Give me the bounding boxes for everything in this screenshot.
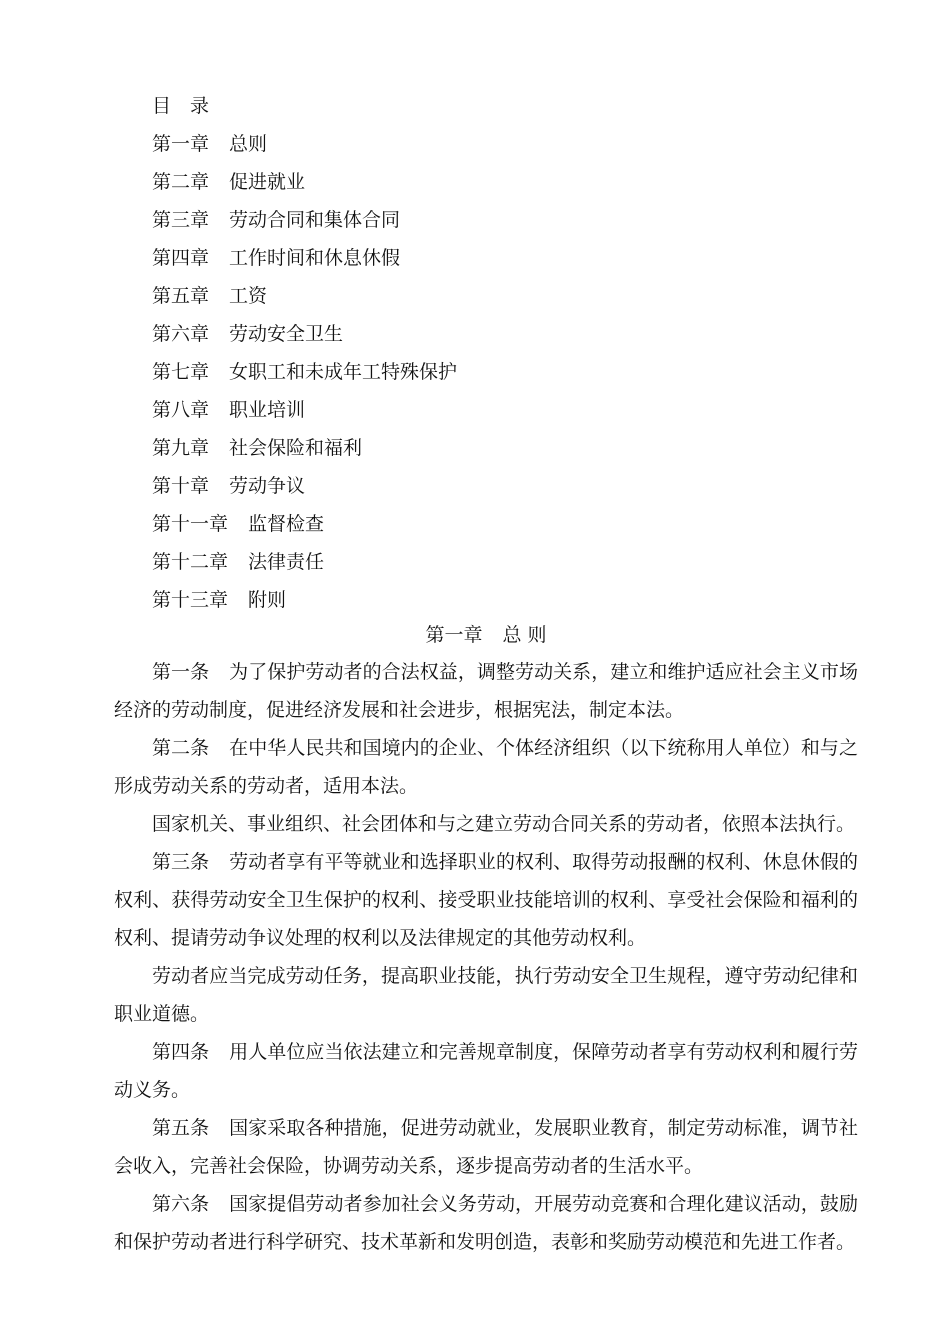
toc-item-number: 第十章	[152, 475, 210, 497]
toc-item-title: 工作时间和休息休假	[229, 247, 401, 269]
toc-item	[152, 239, 852, 277]
article-label: 第四条	[152, 1041, 210, 1063]
toc-item-number: 第六章	[152, 323, 210, 345]
toc-item-number: 第二章	[152, 171, 210, 193]
toc-item-number: 第十二章	[152, 551, 229, 573]
toc-item	[152, 315, 852, 353]
toc-item-title: 劳动争议	[229, 475, 306, 497]
toc-item-title: 劳动合同和集体合同	[229, 209, 401, 231]
toc-item	[152, 391, 852, 429]
article-text: 在中华人民共和国境内的企业、个体经济组织（以下统称用人单位）和与之形成劳动关系的劳动者，适用本法。	[114, 737, 858, 797]
article-label: 第三条	[152, 851, 210, 873]
article-paragraph	[114, 1033, 858, 1109]
toc-item-title: 工资	[229, 285, 268, 307]
article-label: 第二条	[152, 737, 210, 759]
toc-item-title: 附则	[248, 589, 287, 611]
article-label: 第五条	[152, 1117, 210, 1139]
toc-item-number: 第三章	[152, 209, 210, 231]
toc-item-title: 法律责任	[248, 551, 325, 573]
toc-item-number: 第九章	[152, 437, 210, 459]
chapter-body	[114, 653, 858, 1261]
toc-item	[152, 543, 852, 581]
toc-item-title: 女职工和未成年工特殊保护	[229, 361, 458, 383]
article-text: 为了保护劳动者的合法权益，调整劳动关系，建立和维护适应社会主义市场经济的劳动制度，促进经济发展和社会进步，根据宪法，制定本法。	[114, 661, 858, 721]
article-paragraph	[114, 957, 858, 1033]
toc-item-title: 促进就业	[229, 171, 306, 193]
article-text: 劳动者享有平等就业和选择职业的权利、取得劳动报酬的权利、休息休假的权利、获得劳动安全卫生保护的权利、接受职业技能培训的权利、享受社会保险和福利的权利、提请劳动争议处理的权利以及法律规定的其他劳动权利。	[114, 851, 858, 949]
toc-item	[152, 429, 852, 467]
toc-item-number: 第四章	[152, 247, 210, 269]
table-of-contents	[152, 87, 852, 619]
article-label: 第六条	[152, 1193, 210, 1215]
toc-item-number: 第一章	[152, 133, 210, 155]
article-text: 国家机关、事业组织、社会团体和与之建立劳动合同关系的劳动者，依照本法执行。	[152, 813, 856, 835]
chapter-number: 第一章	[425, 624, 483, 646]
toc-title: 目 录	[152, 95, 210, 117]
toc-item	[152, 467, 852, 505]
toc-item	[152, 581, 852, 619]
toc-item	[152, 125, 852, 163]
toc-item	[152, 163, 852, 201]
toc-item	[152, 201, 852, 239]
article-text: 劳动者应当完成劳动任务，提高职业技能，执行劳动安全卫生规程，遵守劳动纪律和职业道德。	[114, 965, 858, 1025]
article-text: 国家提倡劳动者参加社会义务劳动，开展劳动竞赛和合理化建议活动，鼓励和保护劳动者进行科学研究、技术革新和发明创造，表彰和奖励劳动模范和先进工作者。	[114, 1193, 858, 1253]
toc-item-number: 第十一章	[152, 513, 229, 535]
toc-item-number: 第八章	[152, 399, 210, 421]
toc-item-title: 职业培训	[229, 399, 306, 421]
toc-item-number: 第十三章	[152, 589, 229, 611]
toc-item-number: 第五章	[152, 285, 210, 307]
toc-item-title: 社会保险和福利	[229, 437, 363, 459]
article-text: 国家采取各种措施，促进劳动就业，发展职业教育，制定劳动标准，调节社会收入，完善社会保险，协调劳动关系，逐步提高劳动者的生活水平。	[114, 1117, 858, 1177]
article-paragraph	[114, 805, 858, 843]
article-paragraph	[114, 843, 858, 957]
toc-item	[152, 277, 852, 315]
toc-item	[152, 505, 852, 543]
article-paragraph	[114, 729, 858, 805]
article-paragraph	[114, 1109, 858, 1185]
article-label: 第一条	[152, 661, 210, 683]
chapter-title: 总 则	[502, 624, 547, 646]
toc-item-title: 总则	[229, 133, 268, 155]
article-paragraph	[114, 1185, 858, 1261]
toc-item-title: 监督检查	[248, 513, 325, 535]
article-text: 用人单位应当依法建立和完善规章制度，保障劳动者享有劳动权利和履行劳动义务。	[114, 1041, 858, 1101]
toc-item-number: 第七章	[152, 361, 210, 383]
toc-item-title: 劳动安全卫生	[229, 323, 344, 345]
chapter-heading	[0, 620, 950, 650]
article-paragraph	[114, 653, 858, 729]
toc-item	[152, 353, 852, 391]
